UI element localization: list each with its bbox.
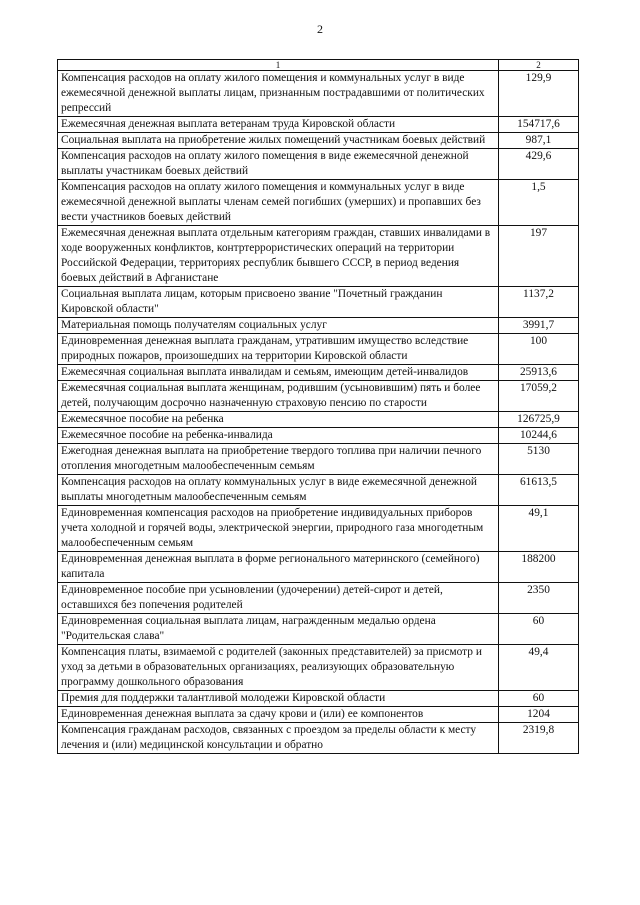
row-name: Премия для поддержки талантливой молодежи Кировской области — [58, 691, 499, 707]
row-value: 987,1 — [499, 133, 579, 149]
row-name: Компенсация расходов на оплату жилого помещения и коммунальных услуг в виде ежемесячной денежной выплаты членам семей погибших (умерших) и пропавших без вести участников боевых действий — [58, 180, 499, 226]
table-row — [58, 149, 579, 180]
table-row — [58, 723, 579, 754]
table-row — [58, 287, 579, 318]
row-value: 154717,6 — [499, 117, 579, 133]
row-name: Единовременное пособие при усыновлении (удочерении) детей-сирот и детей, оставшихся без попечения родителей — [58, 583, 499, 614]
table-row — [58, 506, 579, 552]
table-row — [58, 226, 579, 287]
row-value: 126725,9 — [499, 412, 579, 428]
row-value: 60 — [499, 691, 579, 707]
row-name: Ежегодная денежная выплата на приобретение твердого топлива при наличии печного отопления многодетным малообеспеченным семьям — [58, 444, 499, 475]
table-row — [58, 71, 579, 117]
row-name: Единовременная денежная выплата в форме регионального материнского (семейного) капитала — [58, 552, 499, 583]
row-name: Компенсация платы, взимаемой с родителей (законных представителей) за присмотр и уход за детьми в образовательных организациях, реализующих образовательную программу дошкольного образования — [58, 645, 499, 691]
table-row — [58, 444, 579, 475]
row-value: 1,5 — [499, 180, 579, 226]
row-value: 1137,2 — [499, 287, 579, 318]
column-header-1: 1 — [58, 60, 499, 71]
table-row — [58, 318, 579, 334]
table-header-row — [58, 60, 579, 71]
payments-table — [57, 59, 579, 754]
row-name: Единовременная денежная выплата за сдачу крови и (или) ее компонентов — [58, 707, 499, 723]
row-value: 1204 — [499, 707, 579, 723]
table-row — [58, 707, 579, 723]
row-value: 25913,6 — [499, 365, 579, 381]
row-value: 61613,5 — [499, 475, 579, 506]
row-value: 49,4 — [499, 645, 579, 691]
row-value: 188200 — [499, 552, 579, 583]
page-number: 2 — [317, 22, 323, 36]
row-name: Компенсация гражданам расходов, связанных с проездом за пределы области к месту лечения и (или) медицинской консультации и обратно — [58, 723, 499, 754]
table-row — [58, 428, 579, 444]
table-row — [58, 645, 579, 691]
column-header-2: 2 — [499, 60, 579, 71]
table-row — [58, 334, 579, 365]
row-name: Социальная выплата на приобретение жилых помещений участникам боевых действий — [58, 133, 499, 149]
row-value: 429,6 — [499, 149, 579, 180]
row-value: 2350 — [499, 583, 579, 614]
table-row — [58, 180, 579, 226]
table-row — [58, 133, 579, 149]
table-row — [58, 365, 579, 381]
row-name: Компенсация расходов на оплату жилого помещения в виде ежемесячной денежной выплаты участникам боевых действий — [58, 149, 499, 180]
table-row — [58, 691, 579, 707]
row-name: Ежемесячное пособие на ребенка — [58, 412, 499, 428]
table-row — [58, 117, 579, 133]
row-value: 5130 — [499, 444, 579, 475]
row-name: Ежемесячное пособие на ребенка-инвалида — [58, 428, 499, 444]
row-value: 129,9 — [499, 71, 579, 117]
row-name: Компенсация расходов на оплату жилого помещения и коммунальных услуг в виде ежемесячной денежной выплаты лицам, признанным пострадавшими от политических репрессий — [58, 71, 499, 117]
table-row — [58, 583, 579, 614]
row-name: Компенсация расходов на оплату коммунальных услуг в виде ежемесячной денежной выплаты многодетным малообеспеченным семьям — [58, 475, 499, 506]
table-row — [58, 552, 579, 583]
table-row — [58, 412, 579, 428]
row-name: Ежемесячная денежная выплата отдельным категориям граждан, ставших инвалидами в ходе вооруженных конфликтов, контртеррористических операций на территории Российской Федерации, территориях республик бывшего СССР, в период ведения боевых действий в Афганистане — [58, 226, 499, 287]
row-value: 3991,7 — [499, 318, 579, 334]
table-row — [58, 475, 579, 506]
row-name: Ежемесячная денежная выплата ветеранам труда Кировской области — [58, 117, 499, 133]
row-value: 10244,6 — [499, 428, 579, 444]
table-row — [58, 614, 579, 645]
row-value: 49,1 — [499, 506, 579, 552]
row-name: Социальная выплата лицам, которым присвоено звание "Почетный гражданин Кировской области" — [58, 287, 499, 318]
row-name: Единовременная социальная выплата лицам, награжденным медалью ордена "Родительская слава" — [58, 614, 499, 645]
row-value: 2319,8 — [499, 723, 579, 754]
row-value: 60 — [499, 614, 579, 645]
row-value: 17059,2 — [499, 381, 579, 412]
row-name: Ежемесячная социальная выплата инвалидам и семьям, имеющим детей-инвалидов — [58, 365, 499, 381]
row-value: 197 — [499, 226, 579, 287]
row-name: Единовременная компенсация расходов на приобретение индивидуальных приборов учета холодной и горячей воды, электрической энергии, природного газа многодетным малообеспеченным семьям — [58, 506, 499, 552]
row-name: Материальная помощь получателям социальных услуг — [58, 318, 499, 334]
table-row — [58, 381, 579, 412]
row-value: 100 — [499, 334, 579, 365]
row-name: Единовременная денежная выплата гражданам, утратившим имущество вследствие природных пожаров, произошедших на территории Кировской области — [58, 334, 499, 365]
row-name: Ежемесячная социальная выплата женщинам, родившим (усыновившим) пять и более детей, получающим досрочно назначенную страховую пенсию по старости — [58, 381, 499, 412]
